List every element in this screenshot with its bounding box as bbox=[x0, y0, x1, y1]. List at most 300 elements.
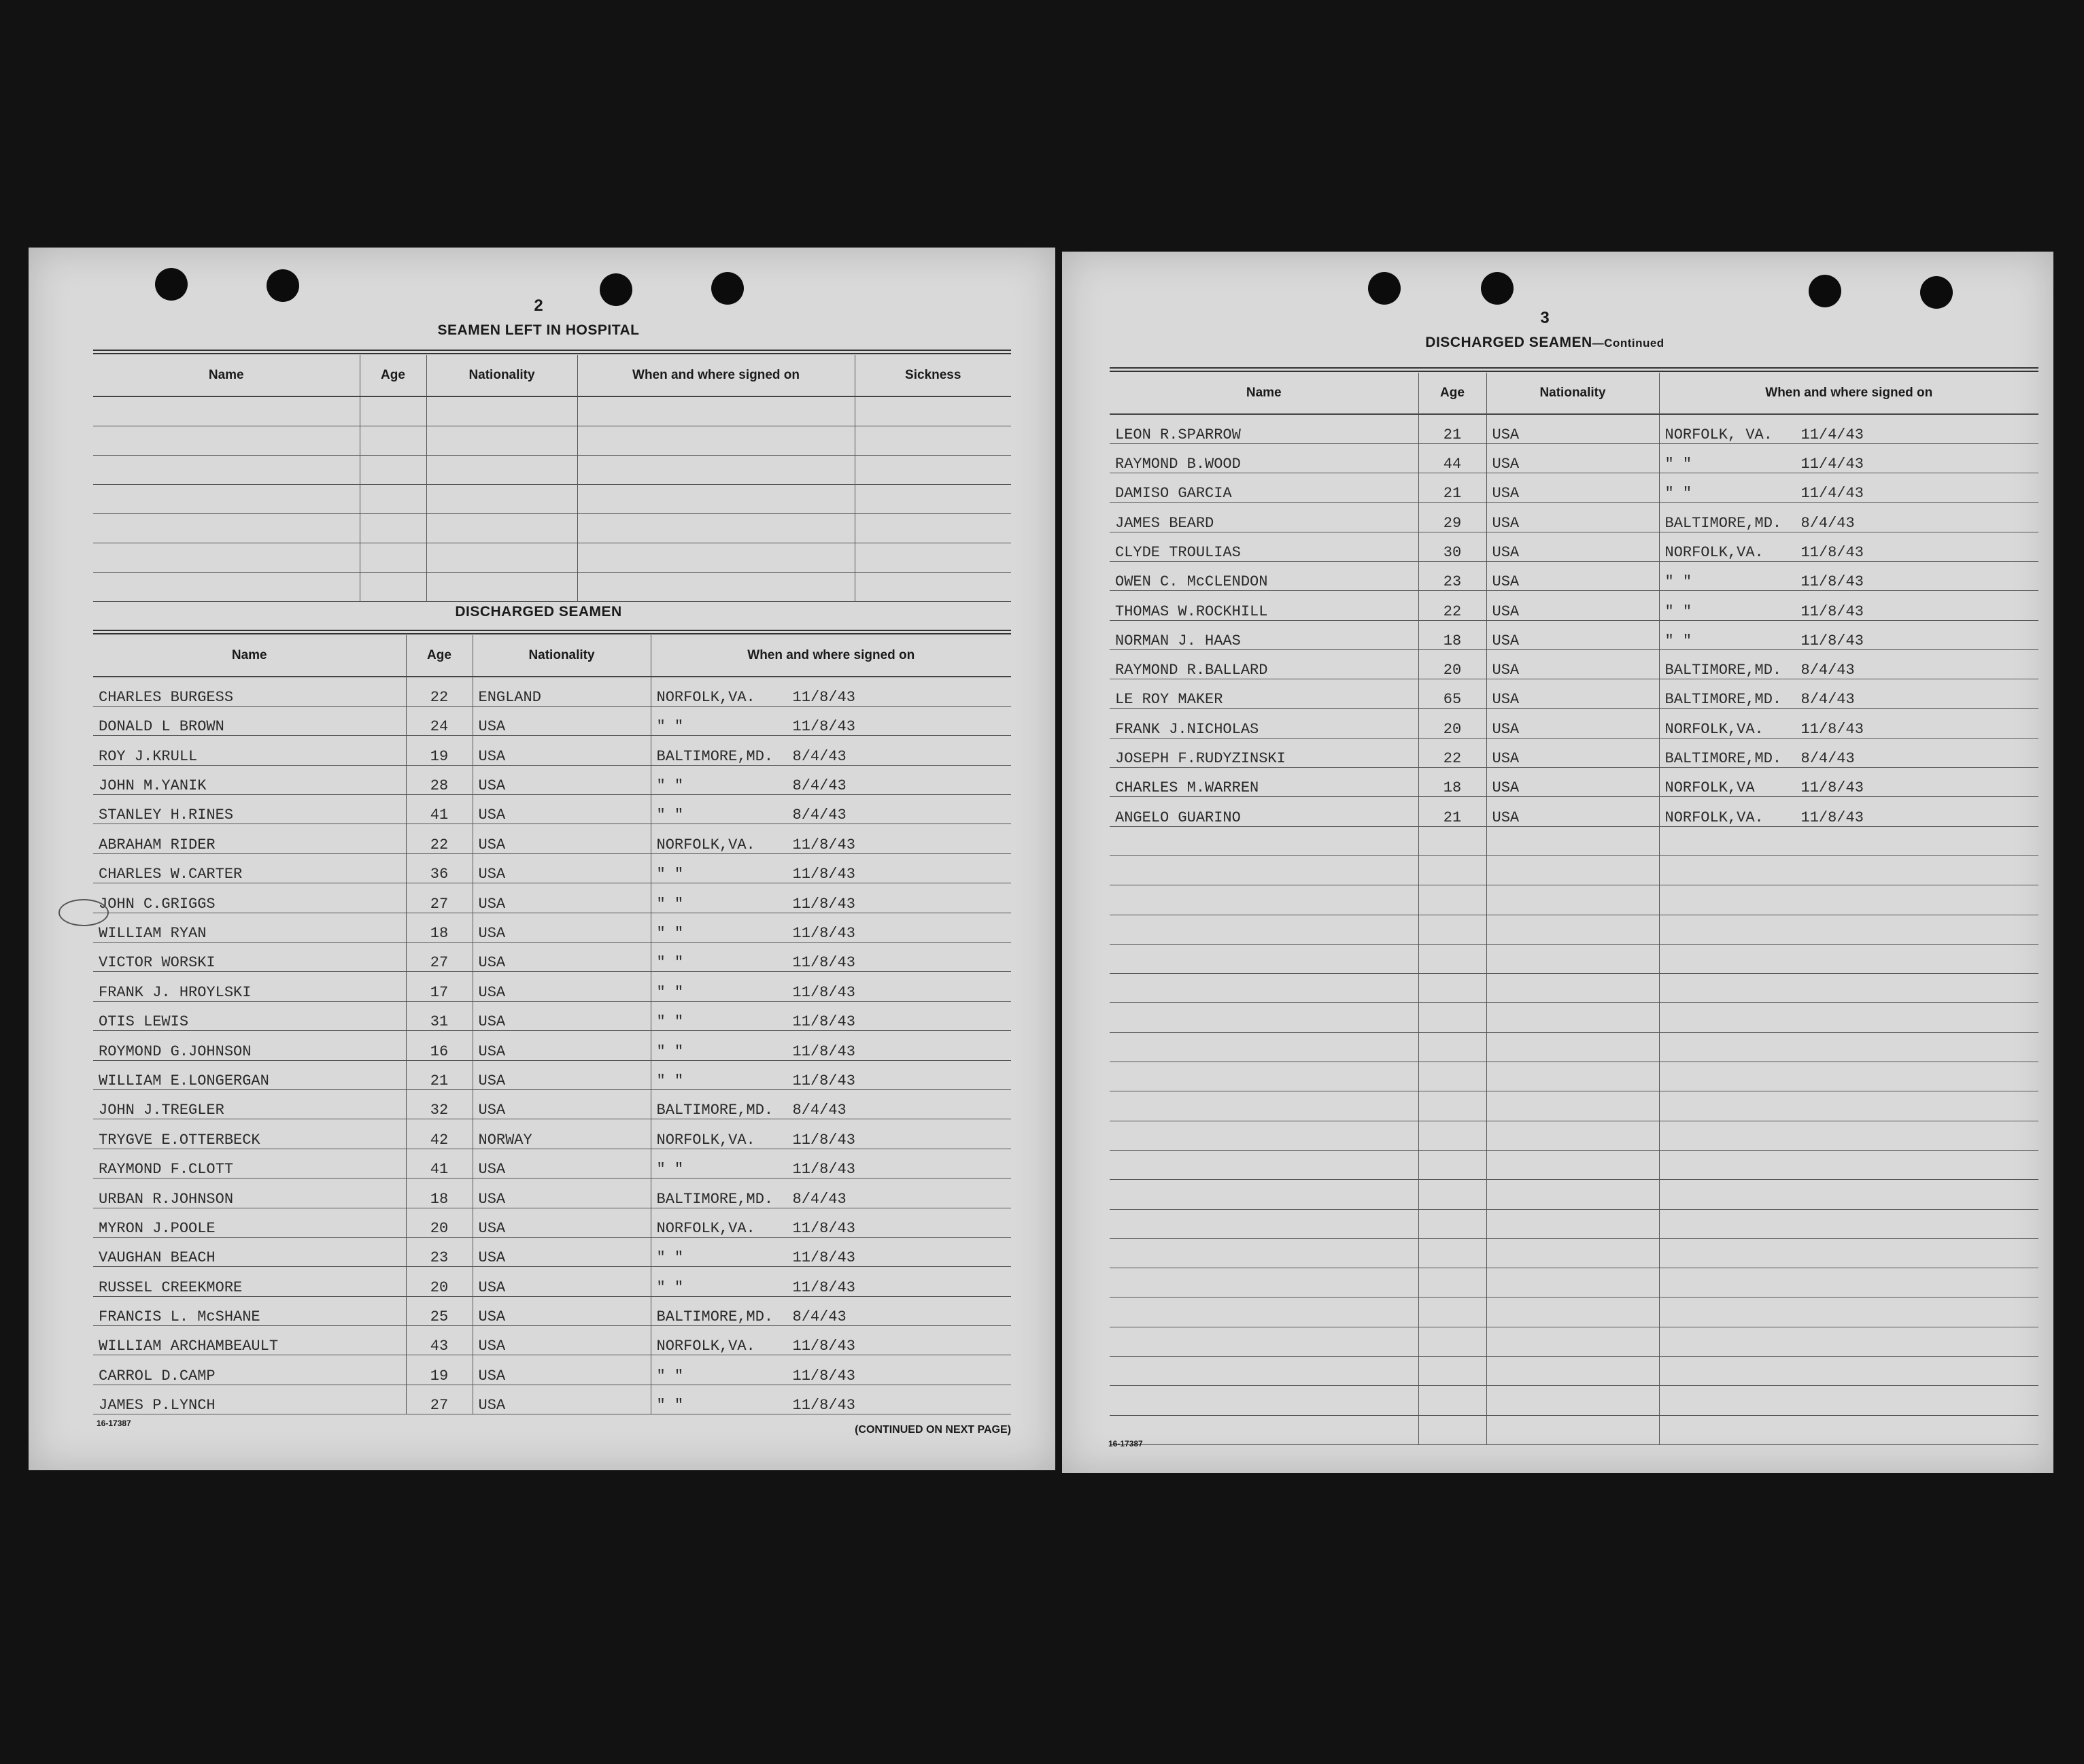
signed-on-place: " " bbox=[656, 954, 684, 972]
seaman-name: FRANCIS L. McSHANE bbox=[93, 1296, 406, 1325]
seaman-age: 18 bbox=[406, 1178, 473, 1208]
table-row bbox=[1110, 591, 2038, 620]
punch-hole bbox=[1809, 275, 1841, 307]
blank-row bbox=[1110, 1062, 2038, 1091]
seaman-nationality: USA bbox=[1486, 532, 1659, 561]
seaman-name: STANLEY H.RINES bbox=[93, 795, 406, 824]
blank-row bbox=[1110, 1121, 2038, 1150]
seaman-name: FRANK J. HROYLSKI bbox=[93, 972, 406, 1001]
table-row bbox=[1110, 709, 2038, 738]
signed-on-place: " " bbox=[1664, 485, 1692, 503]
signed-on-place: " " bbox=[1664, 603, 1692, 620]
section-title bbox=[1062, 335, 2028, 351]
seaman-age: 41 bbox=[406, 1149, 473, 1178]
table-row bbox=[1110, 768, 2038, 797]
signed-on-cell bbox=[651, 1119, 1011, 1149]
signed-on-cell bbox=[1659, 649, 2038, 679]
signed-on-place: BALTIMORE,MD. bbox=[656, 1190, 774, 1208]
signed-on-place: BALTIMORE,MD. bbox=[1664, 662, 1782, 679]
seaman-nationality: USA bbox=[473, 795, 651, 824]
blank-row bbox=[93, 396, 1011, 426]
signed-on-cell bbox=[651, 943, 1011, 972]
signed-on-date: 8/4/43 bbox=[792, 777, 847, 795]
signed-on-place: NORFOLK,VA bbox=[1664, 779, 1755, 797]
seaman-nationality: USA bbox=[473, 972, 651, 1001]
double-rule bbox=[93, 350, 1011, 354]
seaman-age: 25 bbox=[406, 1296, 473, 1325]
signed-on-cell bbox=[1659, 738, 2038, 767]
signed-on-date: 11/8/43 bbox=[792, 1131, 855, 1149]
signed-on-date: 11/8/43 bbox=[792, 1072, 855, 1089]
seaman-age: 21 bbox=[406, 1060, 473, 1089]
table-row bbox=[1110, 503, 2038, 532]
seaman-nationality: USA bbox=[473, 1089, 651, 1119]
seaman-age: 24 bbox=[406, 706, 473, 735]
table-row bbox=[93, 1178, 1011, 1208]
blank-row bbox=[1110, 1003, 2038, 1032]
signed-on-date: 11/8/43 bbox=[792, 954, 855, 972]
page-number: 2 bbox=[534, 296, 543, 315]
title-suffix: —Continued bbox=[1592, 337, 1664, 350]
seaman-name: RAYMOND F.CLOTT bbox=[93, 1149, 406, 1178]
seaman-name: WILLIAM ARCHAMBEAULT bbox=[93, 1326, 406, 1355]
seaman-nationality: USA bbox=[1486, 679, 1659, 709]
signed-on-date: 8/4/43 bbox=[1800, 750, 1855, 768]
table-row bbox=[93, 736, 1011, 765]
blank-row bbox=[93, 543, 1011, 572]
seaman-age: 22 bbox=[406, 824, 473, 853]
seaman-name: NORMAN J. HAAS bbox=[1110, 620, 1418, 649]
table-row bbox=[93, 706, 1011, 735]
table-row bbox=[1110, 738, 2038, 767]
seaman-name: WILLIAM RYAN bbox=[93, 913, 406, 942]
signed-on-date: 11/8/43 bbox=[1800, 573, 1864, 591]
signed-on-cell bbox=[651, 1149, 1011, 1178]
signed-on-date: 11/8/43 bbox=[1800, 543, 1864, 561]
seaman-nationality: USA bbox=[473, 1237, 651, 1266]
seaman-age: 19 bbox=[406, 736, 473, 765]
seaman-age: 22 bbox=[1418, 738, 1486, 767]
seaman-age: 42 bbox=[406, 1119, 473, 1149]
seaman-name: JOHN J.TREGLER bbox=[93, 1089, 406, 1119]
signed-on-cell bbox=[651, 883, 1011, 913]
table-row bbox=[93, 1119, 1011, 1149]
signed-on-date: 8/4/43 bbox=[1800, 662, 1855, 679]
seaman-nationality: USA bbox=[473, 1001, 651, 1030]
seaman-age: 21 bbox=[1418, 473, 1486, 503]
signed-on-place: NORFOLK,VA. bbox=[1664, 543, 1764, 561]
signed-on-place: " " bbox=[1664, 456, 1692, 473]
seaman-nationality: USA bbox=[473, 1060, 651, 1089]
signed-on-date: 11/8/43 bbox=[792, 1219, 855, 1237]
seaman-age: 16 bbox=[406, 1031, 473, 1060]
seaman-name: JOHN C.GRIGGS bbox=[93, 883, 406, 913]
blank-row bbox=[1110, 1297, 2038, 1327]
blank-row bbox=[1110, 1268, 2038, 1297]
signed-on-place: BALTIMORE,MD. bbox=[1664, 691, 1782, 709]
signed-on-cell bbox=[1659, 561, 2038, 590]
column-header: Sickness bbox=[855, 355, 1011, 396]
signed-on-date: 11/8/43 bbox=[792, 1042, 855, 1060]
signed-on-date: 11/8/43 bbox=[792, 983, 855, 1001]
seaman-nationality: USA bbox=[473, 1208, 651, 1237]
discharged-table bbox=[93, 635, 1011, 1414]
column-header: Age bbox=[406, 635, 473, 677]
page-number: 3 bbox=[1540, 309, 1550, 327]
column-header: Name bbox=[93, 355, 360, 396]
signed-on-date: 11/8/43 bbox=[1800, 603, 1864, 620]
seaman-name: DONALD L BROWN bbox=[93, 706, 406, 735]
signed-on-date: 11/8/43 bbox=[792, 718, 855, 736]
seaman-age: 17 bbox=[406, 972, 473, 1001]
table-row bbox=[93, 883, 1011, 913]
signed-on-place: " " bbox=[656, 1397, 684, 1414]
blank-row bbox=[1110, 974, 2038, 1003]
signed-on-place: " " bbox=[656, 1042, 684, 1060]
seaman-name: LEON R.SPARROW bbox=[1110, 414, 1418, 443]
table-row bbox=[93, 943, 1011, 972]
seaman-name: CHARLES BURGESS bbox=[93, 677, 406, 706]
signed-on-place: " " bbox=[656, 718, 684, 736]
seaman-nationality: USA bbox=[473, 1296, 651, 1325]
table-row bbox=[93, 972, 1011, 1001]
seaman-age: 27 bbox=[406, 883, 473, 913]
seaman-age: 27 bbox=[406, 943, 473, 972]
seaman-name: RUSSEL CREEKMORE bbox=[93, 1267, 406, 1296]
signed-on-date: 11/8/43 bbox=[792, 836, 855, 853]
blank-row bbox=[1110, 1150, 2038, 1179]
signed-on-place: " " bbox=[1664, 573, 1692, 591]
handwritten-circle-mark bbox=[58, 899, 109, 926]
seaman-nationality: USA bbox=[1486, 414, 1659, 443]
signed-on-place: BALTIMORE,MD. bbox=[656, 1308, 774, 1326]
column-header: Name bbox=[93, 635, 406, 677]
signed-on-place: " " bbox=[656, 983, 684, 1001]
blank-row bbox=[1110, 1032, 2038, 1062]
seaman-age: 27 bbox=[406, 1385, 473, 1414]
double-rule bbox=[1110, 367, 2038, 372]
seaman-age: 23 bbox=[1418, 561, 1486, 590]
seaman-name: JAMES BEARD bbox=[1110, 503, 1418, 532]
signed-on-cell bbox=[1659, 709, 2038, 738]
signed-on-cell bbox=[651, 853, 1011, 883]
signed-on-place: " " bbox=[656, 1367, 684, 1385]
seaman-name: OWEN C. McCLENDON bbox=[1110, 561, 1418, 590]
signed-on-date: 11/8/43 bbox=[1800, 809, 1864, 826]
seaman-age: 28 bbox=[406, 765, 473, 794]
signed-on-cell bbox=[651, 1237, 1011, 1266]
signed-on-place: " " bbox=[656, 866, 684, 883]
seaman-age: 18 bbox=[406, 913, 473, 942]
signed-on-date: 11/4/43 bbox=[1800, 426, 1864, 443]
signed-on-date: 11/8/43 bbox=[792, 1278, 855, 1296]
continued-note: (CONTINUED ON NEXT PAGE) bbox=[855, 1424, 1011, 1436]
table-row bbox=[93, 1031, 1011, 1060]
signed-on-date: 11/8/43 bbox=[792, 1013, 855, 1031]
signed-on-cell bbox=[651, 824, 1011, 853]
table-row bbox=[1110, 443, 2038, 473]
blank-row bbox=[93, 572, 1011, 601]
seaman-age: 36 bbox=[406, 853, 473, 883]
seaman-nationality: USA bbox=[473, 824, 651, 853]
signed-on-date: 11/8/43 bbox=[1800, 632, 1864, 649]
seaman-nationality: USA bbox=[473, 1355, 651, 1385]
table-row bbox=[93, 1089, 1011, 1119]
column-header: Name bbox=[1110, 373, 1418, 414]
signed-on-date: 11/8/43 bbox=[1800, 720, 1864, 738]
seaman-nationality: USA bbox=[1486, 503, 1659, 532]
seaman-nationality: USA bbox=[1486, 797, 1659, 826]
seaman-name: CHARLES M.WARREN bbox=[1110, 768, 1418, 797]
seaman-age: 65 bbox=[1418, 679, 1486, 709]
seaman-nationality: USA bbox=[473, 883, 651, 913]
signed-on-cell bbox=[651, 972, 1011, 1001]
signed-on-date: 8/4/43 bbox=[1800, 691, 1855, 709]
signed-on-place: BALTIMORE,MD. bbox=[656, 747, 774, 765]
signed-on-cell bbox=[1659, 473, 2038, 503]
signed-on-cell bbox=[651, 1267, 1011, 1296]
signed-on-cell bbox=[1659, 620, 2038, 649]
blank-row bbox=[1110, 1209, 2038, 1238]
table-row bbox=[1110, 649, 2038, 679]
seaman-name: MYRON J.POOLE bbox=[93, 1208, 406, 1237]
seaman-name: WILLIAM E.LONGERGAN bbox=[93, 1060, 406, 1089]
signed-on-date: 11/4/43 bbox=[1800, 456, 1864, 473]
signed-on-cell bbox=[651, 706, 1011, 735]
signed-on-place: NORFOLK, VA. bbox=[1664, 426, 1773, 443]
blank-row bbox=[1110, 915, 2038, 944]
signed-on-date: 8/4/43 bbox=[1800, 514, 1855, 532]
blank-row bbox=[1110, 1327, 2038, 1356]
table-row bbox=[1110, 679, 2038, 709]
signed-on-place: " " bbox=[656, 1161, 684, 1178]
column-header: Nationality bbox=[1486, 373, 1659, 414]
seaman-nationality: USA bbox=[1486, 738, 1659, 767]
signed-on-cell bbox=[1659, 414, 2038, 443]
table-row bbox=[93, 795, 1011, 824]
blank-row bbox=[93, 513, 1011, 543]
seaman-nationality: USA bbox=[473, 1031, 651, 1060]
signed-on-cell bbox=[651, 913, 1011, 942]
signed-on-date: 11/8/43 bbox=[792, 866, 855, 883]
signed-on-place: NORFOLK,VA. bbox=[656, 688, 755, 706]
signed-on-place: BALTIMORE,MD. bbox=[1664, 750, 1782, 768]
signed-on-place: BALTIMORE,MD. bbox=[656, 1102, 774, 1119]
seaman-nationality: USA bbox=[1486, 443, 1659, 473]
signed-on-cell bbox=[651, 1355, 1011, 1385]
column-header: When and where signed on bbox=[651, 635, 1011, 677]
seaman-name: JAMES P.LYNCH bbox=[93, 1385, 406, 1414]
blank-row bbox=[1110, 1415, 2038, 1444]
signed-on-cell bbox=[651, 1326, 1011, 1355]
seaman-name: ROY J.KRULL bbox=[93, 736, 406, 765]
blank-row bbox=[1110, 1386, 2038, 1415]
seaman-nationality: USA bbox=[473, 1267, 651, 1296]
signed-on-cell bbox=[1659, 679, 2038, 709]
column-header: When and where signed on bbox=[1659, 373, 2038, 414]
signed-on-cell bbox=[1659, 768, 2038, 797]
seaman-name: VAUGHAN BEACH bbox=[93, 1237, 406, 1266]
seaman-age: 30 bbox=[1418, 532, 1486, 561]
signed-on-cell bbox=[651, 1385, 1011, 1414]
signed-on-place: " " bbox=[656, 925, 684, 943]
form-number: 16-17387 bbox=[97, 1419, 131, 1428]
signed-on-cell bbox=[651, 1208, 1011, 1237]
signed-on-cell bbox=[651, 795, 1011, 824]
signed-on-cell bbox=[651, 1296, 1011, 1325]
seaman-name: CLYDE TROULIAS bbox=[1110, 532, 1418, 561]
seaman-age: 22 bbox=[1418, 591, 1486, 620]
seaman-name: DAMISO GARCIA bbox=[1110, 473, 1418, 503]
signed-on-cell bbox=[651, 1178, 1011, 1208]
seaman-age: 23 bbox=[406, 1237, 473, 1266]
blank-row bbox=[1110, 1091, 2038, 1121]
table-row bbox=[1110, 620, 2038, 649]
table-row bbox=[93, 1355, 1011, 1385]
seaman-name: RAYMOND B.WOOD bbox=[1110, 443, 1418, 473]
blank-row bbox=[93, 426, 1011, 455]
signed-on-cell bbox=[651, 677, 1011, 706]
signed-on-place: " " bbox=[656, 777, 684, 795]
seaman-name: VICTOR WORSKI bbox=[93, 943, 406, 972]
signed-on-place: BALTIMORE,MD. bbox=[1664, 514, 1782, 532]
seaman-age: 22 bbox=[406, 677, 473, 706]
punch-hole bbox=[1481, 272, 1514, 305]
seaman-age: 29 bbox=[1418, 503, 1486, 532]
seaman-nationality: USA bbox=[1486, 473, 1659, 503]
table-row bbox=[1110, 532, 2038, 561]
signed-on-date: 8/4/43 bbox=[792, 807, 847, 824]
table-row bbox=[93, 765, 1011, 794]
seaman-nationality: USA bbox=[1486, 620, 1659, 649]
seaman-nationality: USA bbox=[473, 1326, 651, 1355]
column-header: Nationality bbox=[473, 635, 651, 677]
seaman-nationality: USA bbox=[473, 913, 651, 942]
table-row bbox=[93, 1001, 1011, 1030]
signed-on-cell bbox=[651, 1001, 1011, 1030]
seaman-name: FRANK J.NICHOLAS bbox=[1110, 709, 1418, 738]
signed-on-date: 11/8/43 bbox=[792, 1338, 855, 1355]
seaman-age: 43 bbox=[406, 1326, 473, 1355]
seaman-name: JOHN M.YANIK bbox=[93, 765, 406, 794]
seaman-nationality: ENGLAND bbox=[473, 677, 651, 706]
blank-row bbox=[1110, 1238, 2038, 1268]
signed-on-date: 8/4/43 bbox=[792, 747, 847, 765]
table-row bbox=[93, 1326, 1011, 1355]
hospital-section-title: SEAMEN LEFT IN HOSPITAL bbox=[437, 322, 640, 338]
signed-on-cell bbox=[651, 1031, 1011, 1060]
signed-on-date: 11/8/43 bbox=[792, 688, 855, 706]
signed-on-cell bbox=[651, 736, 1011, 765]
table-row bbox=[93, 1385, 1011, 1414]
signed-on-date: 11/8/43 bbox=[792, 895, 855, 913]
seaman-nationality: USA bbox=[1486, 768, 1659, 797]
discharged-section-title: DISCHARGED SEAMEN bbox=[455, 604, 622, 620]
seaman-age: 20 bbox=[1418, 709, 1486, 738]
signed-on-place: " " bbox=[656, 895, 684, 913]
seaman-nationality: USA bbox=[473, 1178, 651, 1208]
blank-row bbox=[93, 455, 1011, 484]
seaman-name: LE ROY MAKER bbox=[1110, 679, 1418, 709]
blank-row bbox=[1110, 855, 2038, 885]
seaman-age: 20 bbox=[1418, 649, 1486, 679]
seaman-nationality: USA bbox=[1486, 561, 1659, 590]
table-row bbox=[1110, 561, 2038, 590]
signed-on-place: " " bbox=[656, 1072, 684, 1089]
blank-row bbox=[1110, 1180, 2038, 1209]
signed-on-cell bbox=[1659, 443, 2038, 473]
seaman-nationality: USA bbox=[1486, 649, 1659, 679]
seaman-age: 19 bbox=[406, 1355, 473, 1385]
signed-on-date: 8/4/43 bbox=[792, 1102, 847, 1119]
signed-on-date: 11/8/43 bbox=[792, 1397, 855, 1414]
table-row bbox=[1110, 797, 2038, 826]
signed-on-place: NORFOLK,VA. bbox=[656, 1219, 755, 1237]
seaman-nationality: USA bbox=[473, 765, 651, 794]
table-row bbox=[93, 1208, 1011, 1237]
punch-hole bbox=[1368, 272, 1401, 305]
seaman-age: 32 bbox=[406, 1089, 473, 1119]
signed-on-date: 11/8/43 bbox=[792, 1249, 855, 1267]
signed-on-date: 8/4/43 bbox=[792, 1190, 847, 1208]
blank-row bbox=[1110, 826, 2038, 855]
seaman-name: ABRAHAM RIDER bbox=[93, 824, 406, 853]
table-row bbox=[93, 1237, 1011, 1266]
form-number: 16-17387 bbox=[1108, 1439, 1143, 1448]
signed-on-cell bbox=[1659, 532, 2038, 561]
table-row bbox=[1110, 473, 2038, 503]
table-row bbox=[93, 1149, 1011, 1178]
left-page bbox=[29, 248, 1055, 1470]
seaman-age: 21 bbox=[1418, 414, 1486, 443]
signed-on-cell bbox=[1659, 591, 2038, 620]
signed-on-date: 11/8/43 bbox=[792, 925, 855, 943]
signed-on-place: NORFOLK,VA. bbox=[656, 836, 755, 853]
seaman-age: 20 bbox=[406, 1267, 473, 1296]
signed-on-cell bbox=[651, 765, 1011, 794]
table-row bbox=[93, 1267, 1011, 1296]
signed-on-cell bbox=[1659, 797, 2038, 826]
blank-row bbox=[93, 484, 1011, 513]
signed-on-date: 8/4/43 bbox=[792, 1308, 847, 1326]
seaman-age: 18 bbox=[1418, 768, 1486, 797]
signed-on-cell bbox=[1659, 503, 2038, 532]
signed-on-place: " " bbox=[1664, 632, 1692, 649]
seaman-age: 31 bbox=[406, 1001, 473, 1030]
column-header: Age bbox=[1418, 373, 1486, 414]
seaman-age: 44 bbox=[1418, 443, 1486, 473]
seaman-nationality: USA bbox=[473, 1149, 651, 1178]
seaman-name: URBAN R.JOHNSON bbox=[93, 1178, 406, 1208]
signed-on-place: " " bbox=[656, 1013, 684, 1031]
signed-on-place: " " bbox=[656, 1249, 684, 1267]
seaman-name: THOMAS W.ROCKHILL bbox=[1110, 591, 1418, 620]
signed-on-cell bbox=[651, 1089, 1011, 1119]
table-row bbox=[93, 913, 1011, 942]
table-row bbox=[93, 853, 1011, 883]
seaman-name: JOSEPH F.RUDYZINSKI bbox=[1110, 738, 1418, 767]
seaman-nationality: USA bbox=[473, 853, 651, 883]
seaman-age: 20 bbox=[406, 1208, 473, 1237]
table-row bbox=[1110, 414, 2038, 443]
punch-hole bbox=[155, 268, 188, 301]
seaman-nationality: USA bbox=[473, 736, 651, 765]
signed-on-date: 11/8/43 bbox=[792, 1367, 855, 1385]
column-header: When and where signed on bbox=[577, 355, 855, 396]
seaman-nationality: USA bbox=[473, 943, 651, 972]
seaman-name: TRYGVE E.OTTERBECK bbox=[93, 1119, 406, 1149]
seaman-age: 21 bbox=[1418, 797, 1486, 826]
